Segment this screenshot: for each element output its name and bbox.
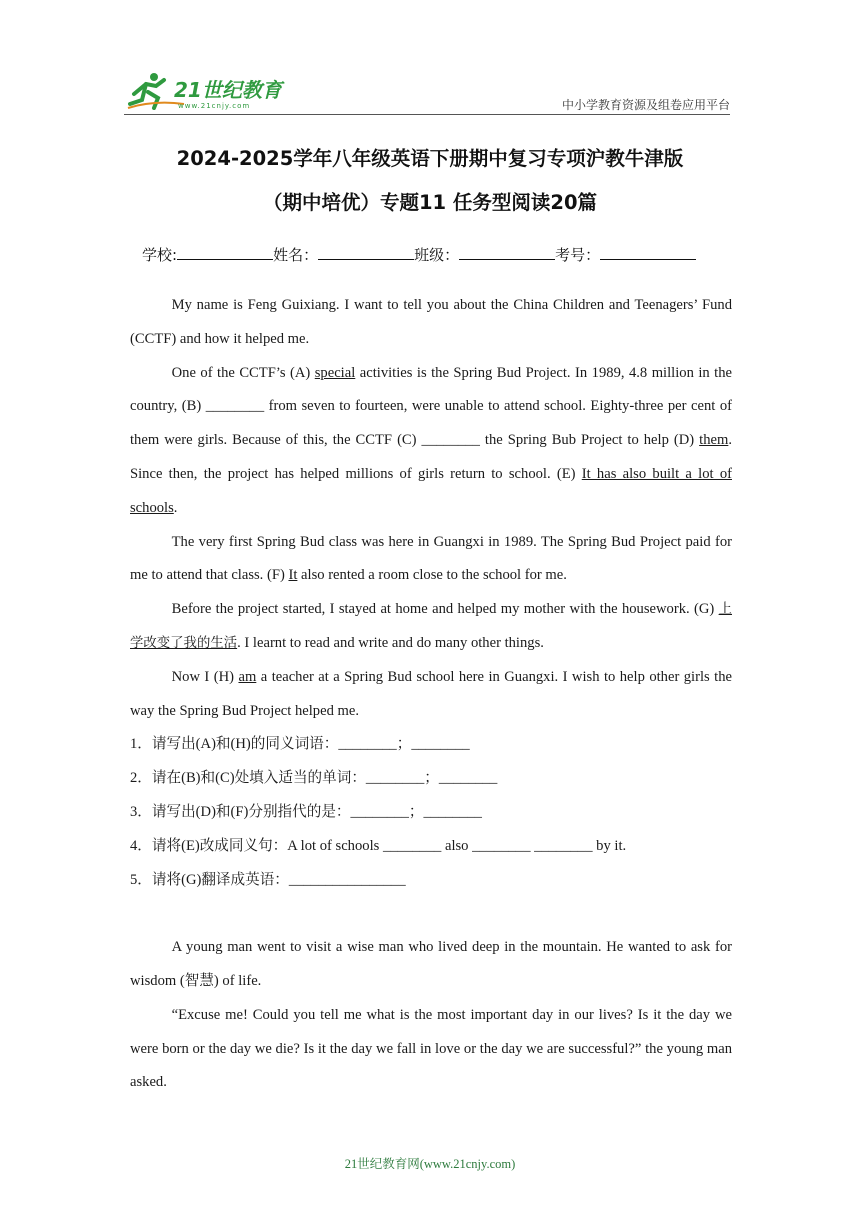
text-span: The very first Spring Bud class was here in Guangxi in 1989. The Spring Bud Project paid for me to attend that class. (F) — [130, 533, 732, 584]
runner-head-icon — [150, 73, 158, 81]
passage1-paragraph — [130, 593, 732, 661]
text-span: also rented a room close to the school for me. — [297, 567, 567, 584]
number-label: 考号： — [555, 246, 601, 264]
underlined-word: special — [314, 364, 356, 381]
number-blank[interactable] — [600, 245, 696, 260]
text-span: Before the project started, I stayed at home and helped my mother with the housework. (G) — [171, 601, 719, 618]
question-2: 2．请在(B)和(C)处填入适当的单词：________；________ — [130, 770, 498, 787]
page-footer: 21世纪教育网(www.21cnjy.com) — [344, 1157, 516, 1171]
logo-text: 21世纪教育 — [174, 78, 282, 102]
underlined-word: them — [699, 432, 729, 449]
text-span: . Since then, the project has helped millions of girls return to school. (E) — [130, 432, 732, 482]
text-span: . I learnt to read and write and do many other things. — [237, 634, 544, 651]
text-span: activities is the Spring Bud Project. In 1989, 4.8 million in the country, (B) ________ from seven to fourteen, were unable to attend school. Eighty-three per cent of them were girls. Because of this, the CCTF (C) ________ the Spring Bub Project to help (D) — [130, 364, 732, 449]
question-1: 1．请写出(A)和(H)的同义词语：________；________ — [130, 736, 470, 753]
platform-label: 中小学教育资源及组卷应用平台 — [561, 98, 730, 112]
passage1-paragraph — [130, 357, 732, 526]
passage2-paragraph: A young man went to visit a wise man who lived deep in the mountain. He wanted to ask for wisdom (智慧) of life. — [130, 939, 732, 989]
text-span: One of the CCTF’s (A) — [171, 364, 315, 381]
class-blank[interactable] — [459, 245, 555, 260]
underlined-sentence: It has also built a lot of schools — [130, 465, 732, 516]
passage1-paragraph — [130, 661, 732, 729]
question-5: 5．请将(G)翻译成英语：________________ — [130, 871, 406, 888]
section-gap — [130, 897, 732, 931]
class-label: 班级： — [414, 246, 460, 264]
passage1-paragraph: My name is Feng Guixiang. I want to tell you about the China Children and Teenagers’ Fund (CCTF) and how it helped me. — [130, 297, 732, 347]
text-span: a teacher at a Spring Bud school here in Guangxi. I wish to help other girls the way the Spring Bud Project helped me. — [130, 668, 732, 719]
doc-title-line1: 2024-2025学年八年级英语下册期中复习专项沪教牛津版 — [176, 147, 684, 170]
name-label: 姓名： — [273, 246, 319, 264]
school-label: 学校: — [142, 246, 178, 264]
passage2-paragraph: “Excuse me! Could you tell me what is the most important day in our lives? Is it the day we were born or the day we die? Is it the day we fall in love or the day we are successful?” the young man asked. — [130, 1006, 732, 1091]
passage1-paragraph — [130, 526, 732, 594]
underlined-word: am — [238, 668, 257, 685]
name-blank[interactable] — [318, 245, 414, 260]
underlined-word: It — [288, 567, 298, 584]
text-span: Now I (H) — [171, 668, 239, 685]
school-blank[interactable] — [177, 245, 273, 260]
logo-url: www.21cnjy.com — [178, 102, 251, 110]
question-3: 3．请写出(D)和(F)分别指代的是：________；________ — [130, 803, 482, 820]
doc-title-line2: （期中培优）专题11 任务型阅读20篇 — [262, 191, 598, 214]
text-span: . — [173, 499, 178, 516]
question-4: 4．请将(E)改成同义句：A lot of schools ________ also ________ ________ by it. — [130, 837, 627, 854]
page-header — [124, 68, 730, 115]
student-info-row — [142, 244, 696, 265]
document-body — [130, 289, 732, 1100]
underlined-chinese: 上学改变了我的生活 — [130, 602, 732, 651]
logo — [124, 70, 294, 110]
